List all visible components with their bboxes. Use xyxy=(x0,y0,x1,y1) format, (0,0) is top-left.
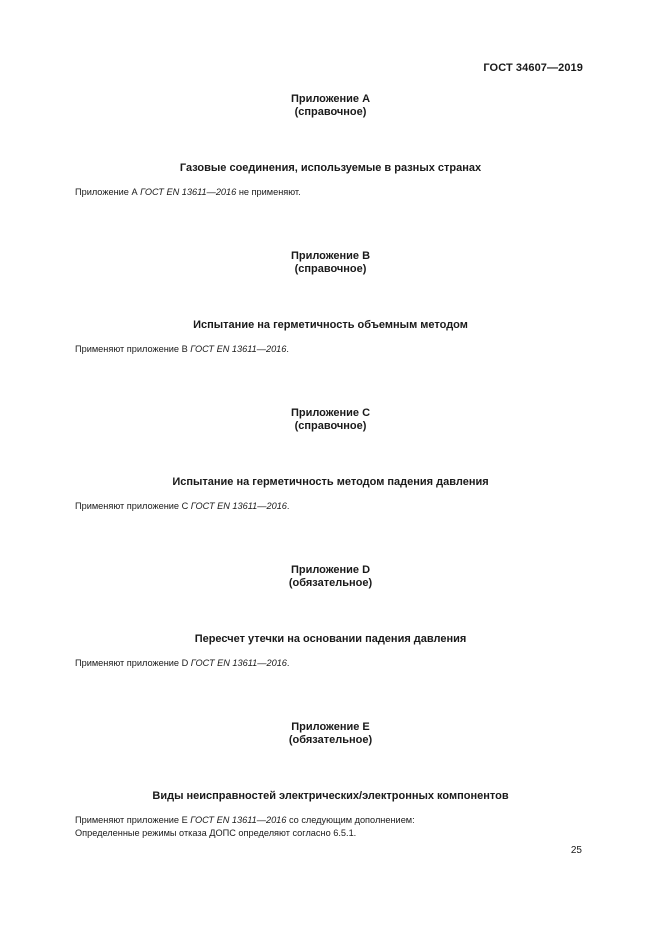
text-after: . xyxy=(286,658,290,668)
text-before: Применяют приложение В xyxy=(75,344,191,354)
appendix-text xyxy=(75,186,586,199)
text-before: Применяют приложение D xyxy=(75,658,191,668)
text-after: не применяют. xyxy=(236,187,301,197)
appendix-kind: (справочное) xyxy=(294,420,367,432)
text-line-1 xyxy=(75,814,586,827)
standard-reference: ГОСТ EN 13611—2016 xyxy=(190,658,287,668)
standard-reference: ГОСТ EN 13611—2016 xyxy=(190,344,287,354)
standard-reference: ГОСТ EN 13611—2016 xyxy=(190,501,287,511)
text-line-2: Определенные режимы отказа ДОПС определяют согласно 6.5.1. xyxy=(75,828,357,838)
appendix-text xyxy=(75,343,586,356)
appendix-label: Приложение С xyxy=(290,407,371,419)
appendix-kind: (справочное) xyxy=(294,106,367,118)
appendix-text xyxy=(75,500,586,513)
text-after: . xyxy=(286,501,290,511)
appendix-text xyxy=(75,657,586,670)
appendix-title: Виды неисправностей электрических/электронных компонентов xyxy=(152,790,509,802)
appendix-b xyxy=(75,250,586,356)
page-number: 25 xyxy=(570,845,582,856)
appendix-d xyxy=(75,564,586,670)
appendix-label: Приложение Е xyxy=(291,721,370,733)
appendix-heading xyxy=(75,250,586,276)
standard-reference: ГОСТ EN 13611—2016 xyxy=(190,815,287,825)
appendix-label: Приложение В xyxy=(290,250,371,262)
appendix-label: Приложение D xyxy=(290,564,371,576)
appendix-title: Пересчет утечки на основании падения давления xyxy=(194,633,467,645)
appendix-title: Испытание на герметичность методом падения давления xyxy=(172,476,489,488)
appendix-kind: (справочное) xyxy=(294,263,367,275)
text-after: со следующим дополнением: xyxy=(286,815,415,825)
appendix-heading xyxy=(75,564,586,590)
text-before: Применяют приложение С xyxy=(75,501,191,511)
appendix-e xyxy=(75,721,586,840)
appendix-label: Приложение А xyxy=(290,93,371,105)
appendix-heading xyxy=(75,93,586,119)
appendix-kind: (обязательное) xyxy=(288,734,373,746)
appendix-c xyxy=(75,407,586,513)
appendix-title: Газовые соединения, используемые в разных странах xyxy=(179,162,482,174)
appendix-kind: (обязательное) xyxy=(288,577,373,589)
text-after: . xyxy=(286,344,289,354)
standard-reference: ГОСТ EN 13611—2016 xyxy=(140,187,237,197)
appendix-text xyxy=(75,814,586,840)
document-code: ГОСТ 34607—2019 xyxy=(483,62,583,74)
appendix-a xyxy=(75,93,586,199)
appendix-heading xyxy=(75,407,586,433)
appendix-heading xyxy=(75,721,586,747)
text-before: Приложение А xyxy=(75,187,141,197)
text-before: Применяют приложение Е xyxy=(75,815,191,825)
appendix-title: Испытание на герметичность объемным методом xyxy=(193,319,468,331)
